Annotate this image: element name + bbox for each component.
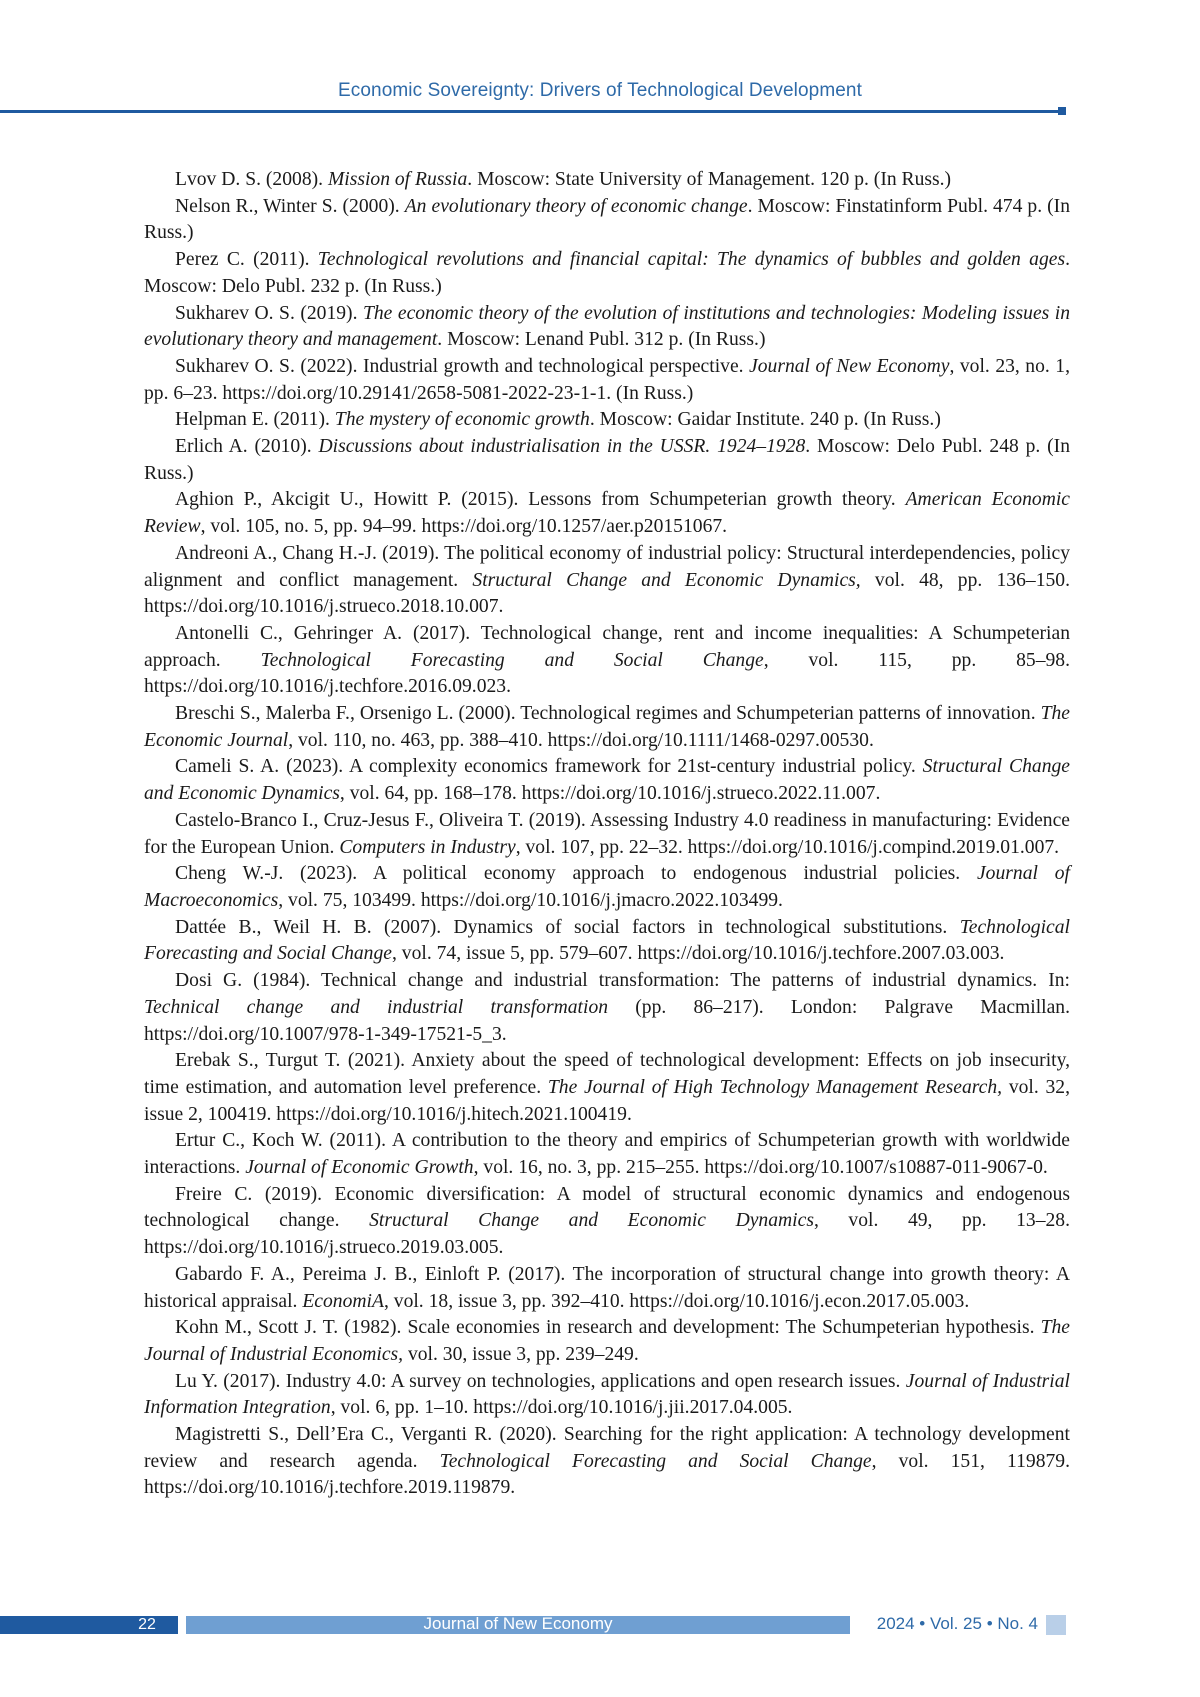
- reference-entry: [144, 1422, 1070, 1502]
- reference-entry: [144, 861, 1070, 914]
- reference-text: vol. 32, issue 2, 100419. https://doi.org/10.1016/j.hitech.2021.100419.: [144, 1076, 1070, 1125]
- reference-source-title: The mystery of economic growth: [334, 409, 590, 431]
- reference-entry: [144, 434, 1070, 487]
- reference-source-title: Structural Change and Economic Dynamics: [144, 756, 1070, 805]
- reference-text: Sukharev O. S. (2022). Industrial growth and technological perspective.: [175, 355, 750, 377]
- reference-source-title: Technological Forecasting and Social Change: [260, 649, 764, 671]
- reference-source-title: The Journal of High Technology Management Research,: [547, 1076, 1003, 1098]
- reference-text: , vol. 49, pp. 13–28. https://doi.org/10.1016/j.strueco.2019.03.005.: [144, 1210, 1070, 1259]
- reference-text: Dosi G. (1984). Technical change and industrial transformation: The patterns of industrial dynamics. In:: [175, 970, 1070, 992]
- reference-text: Kohn M., Scott J. T. (1982). Scale economies in research and development: The Schumpeterian hypothesis.: [175, 1317, 1041, 1339]
- reference-entry: [144, 167, 1070, 194]
- reference-text: vol. 30, issue 3, pp. 239–249.: [403, 1343, 639, 1365]
- reference-entry: [144, 915, 1070, 968]
- reference-text: . Moscow: Delo Publ. 232 p. (In Russ.): [144, 249, 1070, 297]
- reference-source-title: Structural Change and Economic Dynamics,: [472, 569, 861, 591]
- reference-text: Cheng W.-J. (2023). A political economy approach to endogenous industrial policies.: [175, 863, 977, 885]
- reference-text: , vol. 74, issue 5, pp. 579–607. https://doi.org/10.1016/j.techfore.2007.03.003.: [391, 943, 1005, 965]
- reference-text: Erlich A. (2010).: [175, 436, 319, 458]
- reference-entry: [144, 1048, 1070, 1128]
- reference-entry: [144, 1182, 1070, 1262]
- reference-entry: [144, 1128, 1070, 1181]
- reference-text: . Moscow: Finstatinform Publ. 474 p. (In Russ.): [144, 195, 1070, 244]
- header-rule-end-mark: [1058, 107, 1066, 115]
- reference-source-title: The Journal of Industrial Economics,: [144, 1317, 1070, 1365]
- reference-text: , vol. 151, 119879. https://doi.org/10.1016/j.techfore.2019.119879.: [144, 1450, 1070, 1499]
- reference-source-title: Mission of Russia: [327, 169, 468, 190]
- reference-source-title: Journal of Economic Growth: [245, 1157, 474, 1179]
- reference-entry: [144, 1262, 1070, 1315]
- reference-entry: [144, 541, 1070, 621]
- reference-text: Antonelli C., Gehringer A. (2017). Technological change, rent and income inequalities: A Schumpeterian approach.: [144, 622, 1070, 671]
- reference-text: , vol. 105, no. 5, pp. 94–99. https://doi.org/10.1257/aer.p20151067.: [200, 516, 728, 538]
- reference-text: Helpman E. (2011).: [175, 409, 335, 431]
- reference-text: Cameli S. A. (2023). A complexity economics framework for 21st-century industrial policy.: [175, 756, 923, 778]
- reference-text: Andreoni A., Chang H.-J. (2019). The political economy of industrial policy: Structural interdependencies, policy alignment and conflict management.: [144, 542, 1070, 591]
- reference-source-title: The economic theory of the evolution of institutions and technologies: Modeling issues in evolutionary theory and management: [144, 302, 1071, 351]
- reference-text: , vol. 107, pp. 22–32. https://doi.org/10.1016/j.compind.2019.01.007.: [515, 836, 1060, 858]
- reference-entry: [144, 247, 1070, 300]
- reference-text: Breschi S., Malerba F., Orsenigo L. (2000). Technological regimes and Schumpeterian patterns of innovation.: [175, 703, 1041, 725]
- reference-text: Erebak S., Turgut T. (2021). Anxiety about the speed of technological development: Effects on job insecurity, time estimation, and automation level preference.: [144, 1050, 1070, 1098]
- journal-name: Journal of New Economy: [423, 1614, 613, 1633]
- reference-text: Dattée B., Weil H. B. (2007). Dynamics of social factors in technological substitutions.: [175, 916, 960, 938]
- reference-text: , vol. 115, pp. 85–98. https://doi.org/10.1016/j.techfore.2016.09.023.: [144, 649, 1070, 698]
- reference-entry: [144, 754, 1070, 807]
- reference-text: Gabardo F. A., Pereima J. B., Einloft P. (2017). The incorporation of structural change into growth theory: A historical appraisal.: [144, 1263, 1070, 1312]
- reference-entry: [144, 968, 1070, 1048]
- reference-source-title: Journal of New Economy: [749, 355, 950, 377]
- reference-text: . Moscow: Gaidar Institute. 240 p. (In Russ.): [589, 409, 941, 431]
- running-title: Economic Sovereignty: Drivers of Technological Development: [338, 80, 862, 101]
- reference-text: (pp. 86–217). London: Palgrave Macmillan. https://doi.org/10.1007/978-1-349-17521-5_3.: [144, 996, 1070, 1045]
- reference-source-title: Discussions about industrialisation in the USSR. 1924–1928: [318, 436, 806, 458]
- header-rule: [0, 110, 1060, 113]
- reference-text: Lvov D. S. (2008).: [175, 169, 328, 190]
- reference-text: Perez C. (2011).: [175, 249, 318, 271]
- reference-source-title: American Economic Review: [144, 489, 1070, 538]
- reference-text: . Moscow: Delo Publ. 248 p. (In Russ.): [144, 436, 1070, 484]
- reference-text: , vol. 23, no. 1, pp. 6–23. https://doi.org/10.29141/2658-5081-2022-23-1-1. (In Russ.): [144, 355, 1070, 404]
- reference-list: [144, 167, 1070, 1502]
- reference-source-title: Technical change and industrial transformation: [144, 996, 609, 1018]
- reference-entry: [144, 621, 1070, 701]
- reference-text: Nelson R., Winter S. (2000).: [175, 195, 405, 217]
- reference-text: Magistretti S., Dell’Era C., Verganti R. (2020). Searching for the right application: A technology development review and research agenda.: [144, 1424, 1070, 1472]
- reference-text: Freire C. (2019). Economic diversification: A model of structural economic dynamics and endogenous technological change.: [144, 1183, 1070, 1232]
- reference-text: Sukharev O. S. (2019).: [175, 302, 363, 324]
- reference-text: vol. 48, pp. 136–150. https://doi.org/10.1016/j.strueco.2018.10.007.: [144, 569, 1070, 618]
- reference-text: , vol. 75, 103499. https://doi.org/10.1016/j.jmacro.2022.103499.: [278, 889, 783, 911]
- reference-source-title: Journal of Industrial Information Integration: [144, 1370, 1070, 1419]
- reference-text: , vol. 64, pp. 168–178. https://doi.org/10.1016/j.strueco.2022.11.007.: [339, 783, 881, 805]
- reference-entry: [144, 701, 1070, 754]
- reference-entry: [144, 1369, 1070, 1422]
- reference-entry: [144, 354, 1070, 407]
- reference-entry: [144, 194, 1070, 247]
- reference-text: . Moscow: State University of Management. 120 p. (In Russ.): [467, 169, 952, 190]
- reference-entry: [144, 407, 1070, 434]
- footer-square-mark: [1046, 1615, 1066, 1635]
- reference-source-title: An evolutionary theory of economic change: [404, 195, 748, 217]
- reference-source-title: Structural Change and Economic Dynamics: [369, 1210, 814, 1232]
- reference-text: Lu Y. (2017). Industry 4.0: A survey on technologies, applications and open research issues.: [175, 1370, 906, 1392]
- reference-text: , vol. 18, issue 3, pp. 392–410. https://doi.org/10.1016/j.econ.2017.05.003.: [383, 1290, 970, 1312]
- reference-text: . Moscow: Lenand Publ. 312 p. (In Russ.): [437, 329, 766, 351]
- reference-text: Castelo-Branco I., Cruz-Jesus F., Oliveira T. (2019). Assessing Industry 4.0 readiness in manufacturing: Evidence for the European Union.: [144, 809, 1070, 858]
- reference-entry: [144, 1315, 1070, 1368]
- reference-source-title: Computers in Industry: [339, 836, 516, 858]
- reference-source-title: EconomiA: [302, 1290, 384, 1312]
- page-number: 22: [138, 1616, 156, 1633]
- reference-text: , vol. 6, pp. 1–10. https://doi.org/10.1016/j.jii.2017.04.005.: [330, 1397, 793, 1419]
- issue-info: 2024 • Vol. 25 • No. 4: [876, 1614, 1038, 1633]
- reference-source-title: Technological revolutions and financial capital: The dynamics of bubbles and golden ages: [317, 249, 1066, 271]
- reference-text: Aghion P., Akcigit U., Howitt P. (2015). Lessons from Schumpeterian growth theory.: [175, 489, 906, 511]
- reference-entry: [144, 301, 1070, 354]
- reference-entry: [144, 808, 1070, 861]
- reference-entry: [144, 487, 1070, 540]
- reference-source-title: Journal of Macroeconomics: [144, 863, 1070, 911]
- reference-source-title: Technological Forecasting and Social Change: [144, 916, 1070, 965]
- reference-source-title: The Economic Journal: [144, 703, 1070, 751]
- reference-text: , vol. 16, no. 3, pp. 215–255. https://doi.org/10.1007/s10887-011-9067-0.: [473, 1157, 1048, 1179]
- reference-text: Ertur C., Koch W. (2011). A contribution to the theory and empirics of Schumpeterian growth with worldwide interactions.: [144, 1130, 1070, 1179]
- reference-text: , vol. 110, no. 463, pp. 388–410. https://doi.org/10.1111/1468-0297.00530.: [288, 729, 874, 751]
- reference-source-title: Technological Forecasting and Social Change: [439, 1450, 872, 1472]
